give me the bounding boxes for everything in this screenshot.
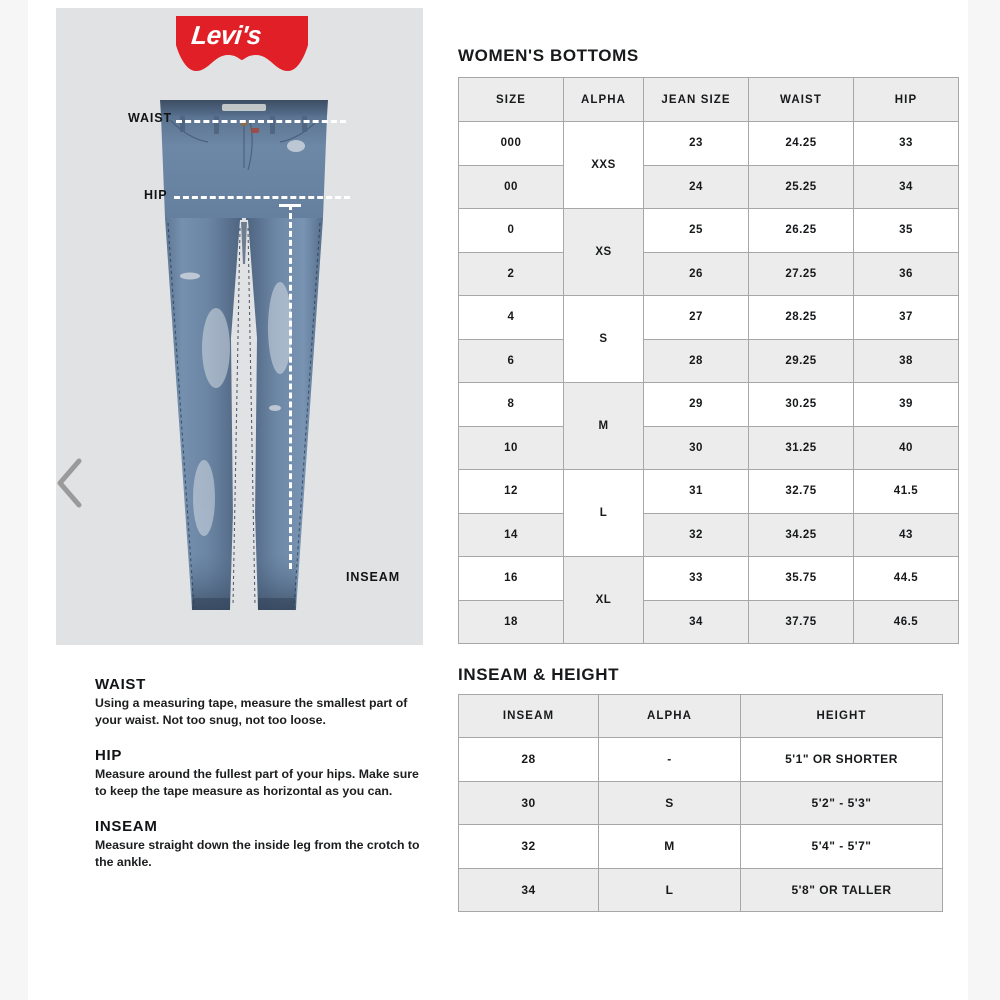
cell-height: 5'1" OR SHORTER [741, 738, 943, 782]
table-row [459, 513, 959, 557]
cell-size: 12 [459, 470, 564, 514]
guide-title-inseam: INSEAM [95, 817, 158, 835]
table-row [459, 252, 959, 296]
cell-size: 4 [459, 296, 564, 340]
cell-alpha: XL [564, 557, 644, 644]
cell-alpha: XS [564, 209, 644, 296]
cell-jean-size: 31 [644, 470, 749, 514]
col-header-inseam: INSEAM [459, 695, 599, 738]
cell-waist: 30.25 [749, 383, 854, 427]
col-header-jean-size: JEAN SIZE [644, 78, 749, 122]
cell-jean-size: 23 [644, 122, 749, 166]
cell-hip: 34 [854, 165, 959, 209]
cell-inseam: 34 [459, 868, 599, 912]
cell-hip: 33 [854, 122, 959, 166]
page-content [28, 0, 968, 1000]
cell-inseam: 30 [459, 781, 599, 825]
cell-alpha: S [564, 296, 644, 383]
cell-jean-size: 30 [644, 426, 749, 470]
cell-jean-size: 32 [644, 513, 749, 557]
cell-size: 0 [459, 209, 564, 253]
cell-size: 14 [459, 513, 564, 557]
table-row [459, 296, 959, 340]
cell-hip: 41.5 [854, 470, 959, 514]
col-header-hip: HIP [854, 78, 959, 122]
cell-jean-size: 24 [644, 165, 749, 209]
measurement-guide [95, 676, 425, 872]
cell-jean-size: 27 [644, 296, 749, 340]
table-row [459, 339, 959, 383]
cell-waist: 27.25 [749, 252, 854, 296]
cell-jean-size: 28 [644, 339, 749, 383]
cell-alpha: M [599, 825, 741, 869]
cell-hip: 36 [854, 252, 959, 296]
guide-body-hip: Measure around the fullest part of your hips. Make sure to keep the tape measure as horizontal as you can. [95, 766, 419, 799]
cell-alpha: L [564, 470, 644, 557]
womens-jeans-illustration [144, 98, 344, 633]
cell-size: 2 [459, 252, 564, 296]
cell-waist: 32.75 [749, 470, 854, 514]
svg-text:R: R [294, 21, 300, 30]
cell-alpha: XXS [564, 122, 644, 209]
inseam-label: INSEAM [346, 570, 401, 584]
cell-alpha: M [564, 383, 644, 470]
cell-jean-size: 26 [644, 252, 749, 296]
cell-jean-size: 33 [644, 557, 749, 601]
table-row [459, 426, 959, 470]
cell-jean-size: 29 [644, 383, 749, 427]
cell-height: 5'4" - 5'7" [741, 825, 943, 869]
hip-label: HIP [144, 188, 168, 202]
table-row [459, 781, 943, 825]
cell-waist: 29.25 [749, 339, 854, 383]
svg-text:Levi's: Levi's [190, 20, 263, 50]
cell-hip: 39 [854, 383, 959, 427]
col-header-alpha: ALPHA [599, 695, 741, 738]
cell-inseam: 32 [459, 825, 599, 869]
cell-height: 5'2" - 5'3" [741, 781, 943, 825]
guide-body-inseam: Measure straight down the inside leg from the crotch to the ankle. [95, 837, 420, 870]
chevron-left-icon [52, 455, 86, 511]
cell-inseam: 28 [459, 738, 599, 782]
cell-hip: 40 [854, 426, 959, 470]
guide-block-waist [95, 676, 425, 730]
cell-hip: 35 [854, 209, 959, 253]
cell-height: 5'8" OR TALLER [741, 868, 943, 912]
inseam-measure-line [289, 204, 292, 569]
cell-hip: 43 [854, 513, 959, 557]
col-header-height: HEIGHT [741, 695, 943, 738]
cell-hip: 44.5 [854, 557, 959, 601]
col-header-alpha: ALPHA [564, 78, 644, 122]
cell-hip: 38 [854, 339, 959, 383]
cell-waist: 28.25 [749, 296, 854, 340]
womens-bottoms-size-table [458, 77, 959, 644]
product-image-panel [56, 8, 423, 645]
table-row [459, 868, 943, 912]
cell-waist: 35.75 [749, 557, 854, 601]
cell-hip: 46.5 [854, 600, 959, 644]
table-header-row [459, 695, 943, 738]
cell-waist: 31.25 [749, 426, 854, 470]
inseam-height-table [458, 694, 943, 912]
table-row [459, 165, 959, 209]
table-row [459, 470, 959, 514]
hip-measure-line [174, 196, 350, 199]
guide-body-waist: Using a measuring tape, measure the smallest part of your waist. Not too snug, not too loose. [95, 696, 408, 728]
col-header-waist: WAIST [749, 78, 854, 122]
guide-title-waist: WAIST [95, 676, 146, 693]
cell-alpha: L [599, 868, 741, 912]
table-row [459, 383, 959, 427]
cell-waist: 24.25 [749, 122, 854, 166]
levis-batwing-logo [172, 12, 312, 74]
inseam-table-heading: INSEAM & HEIGHT [458, 665, 620, 684]
cell-jean-size: 34 [644, 600, 749, 644]
col-header-size: SIZE [459, 78, 564, 122]
guide-title-hip: HIP [95, 746, 123, 764]
table-row [459, 600, 959, 644]
cell-hip: 37 [854, 296, 959, 340]
cell-waist: 26.25 [749, 209, 854, 253]
table-header-row [459, 78, 959, 122]
cell-size: 00 [459, 165, 564, 209]
cell-size: 16 [459, 557, 564, 601]
bottoms-table-heading: WOMEN'S BOTTOMS [458, 46, 639, 65]
table-row [459, 209, 959, 253]
guide-block-inseam [95, 818, 425, 872]
cell-size: 000 [459, 122, 564, 166]
table-row [459, 738, 943, 782]
cell-alpha: - [599, 738, 741, 782]
carousel-prev-button[interactable] [52, 455, 86, 511]
cell-waist: 25.25 [749, 165, 854, 209]
cell-size: 10 [459, 426, 564, 470]
waist-label: WAIST [128, 111, 173, 125]
cell-alpha: S [599, 781, 741, 825]
guide-block-hip [95, 747, 425, 801]
waist-measure-line [176, 120, 346, 123]
cell-size: 18 [459, 600, 564, 644]
table-row [459, 557, 959, 601]
cell-size: 8 [459, 383, 564, 427]
table-row [459, 825, 943, 869]
cell-size: 6 [459, 339, 564, 383]
table-row [459, 122, 959, 166]
cell-waist: 37.75 [749, 600, 854, 644]
cell-jean-size: 25 [644, 209, 749, 253]
cell-waist: 34.25 [749, 513, 854, 557]
